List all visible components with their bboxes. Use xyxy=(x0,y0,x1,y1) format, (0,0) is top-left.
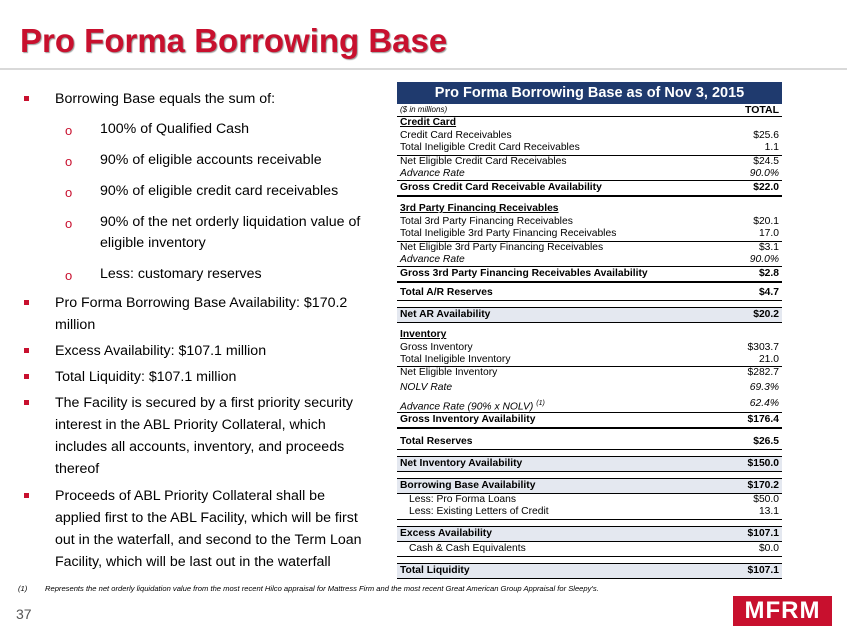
bullet-item: Excess Availability: $107.1 million xyxy=(18,340,363,362)
square-bullet-icon xyxy=(24,374,29,379)
table-row: Net Eligible Inventory $282.7 xyxy=(400,367,779,379)
table-header: Pro Forma Borrowing Base as of Nov 3, 2015 xyxy=(397,82,782,104)
square-bullet-icon xyxy=(24,493,29,498)
title-divider xyxy=(0,68,847,70)
bullet-item: The Facility is secured by a first priority security interest in the ABL Priority Collateral, which includes all accounts, inventory, and proceeds thereof xyxy=(18,392,363,480)
table-row: Advance Rate (90% x NOLV) $^{(1)}$ 62.4% xyxy=(397,396,782,413)
table-row: Advance Rate 90.0% xyxy=(397,168,782,181)
table-row: Net Eligible 3rd Party Financing Receivables $3.1 xyxy=(400,241,779,253)
table-row: Gross Inventory $303.7 xyxy=(400,341,779,353)
square-bullet-icon xyxy=(24,300,29,305)
section-heading: Credit Card xyxy=(397,116,782,129)
sub-bullet-item: o Less: customary reserves xyxy=(18,264,363,285)
table-row: Total Ineligible Credit Card Receivables 1.1 xyxy=(397,142,782,155)
circle-bullet-icon: o xyxy=(65,185,73,200)
page-title: Pro Forma Borrowing Base xyxy=(20,22,448,59)
table-row: Gross Inventory Availability $176.4 xyxy=(397,413,782,429)
section-heading: Inventory xyxy=(400,329,447,341)
table-row: Less: Existing Letters of Credit 13.1 xyxy=(397,506,782,519)
company-logo: MFRM xyxy=(733,596,832,626)
square-bullet-icon xyxy=(24,400,29,405)
table-row: Gross Credit Card Receivable Availability $22.0 xyxy=(397,181,782,197)
borrowing-base-table xyxy=(397,82,782,579)
table-row: Net Inventory Availability $150.0 xyxy=(397,456,782,472)
table-row: Credit Card Receivables $25.6 xyxy=(400,129,779,141)
table-row: Total A/R Reserves $4.7 xyxy=(397,286,782,301)
table-row: Cash & Cash Equivalents $0.0 xyxy=(397,542,782,557)
footnote: (1) Represents the net orderly liquidation value from the most recent Hilco appraisal for Mattress Firm and the most recent Great American Group Appraisal for Sleepy's. xyxy=(18,584,599,593)
table-row: Advance Rate 90.0% xyxy=(397,254,782,267)
bullet-item: Borrowing Base equals the sum of: xyxy=(18,88,363,110)
section-heading: 3rd Party Financing Receivables xyxy=(400,203,559,215)
page-number: 37 xyxy=(16,606,32,622)
table-units-row: ($ in millions) TOTAL xyxy=(400,104,779,116)
bullet-item: Proceeds of ABL Priority Collateral shall be applied first to the ABL Facility, which will be first out in the waterfall, and second to the Term Loan Facility, which will be last out in the waterfall xyxy=(18,485,363,573)
bullet-item: Total Liquidity: $107.1 million xyxy=(18,366,363,388)
square-bullet-icon xyxy=(24,348,29,353)
table-row: Less: Pro Forma Loans $50.0 xyxy=(409,493,779,505)
sub-bullet-item: o 100% of Qualified Cash xyxy=(18,119,363,140)
table-row: Gross 3rd Party Financing Receivables Availability $2.8 xyxy=(397,267,782,283)
table-row: Excess Availability $107.1 xyxy=(397,526,782,542)
table-row: Net Eligible Credit Card Receivables $24.5 xyxy=(400,155,779,167)
circle-bullet-icon: o xyxy=(65,216,73,231)
circle-bullet-icon: o xyxy=(65,268,73,283)
sub-bullet-item: o 90% of eligible accounts receivable xyxy=(18,150,363,171)
circle-bullet-icon: o xyxy=(65,154,73,169)
bullet-list xyxy=(18,88,363,573)
table-row: Total Ineligible Inventory 21.0 xyxy=(397,354,782,367)
bullet-item: Pro Forma Borrowing Base Availability: $170.2 million xyxy=(18,292,363,336)
table-row: NOLV Rate 69.3% xyxy=(400,381,779,393)
sub-bullet-item: o 90% of the net orderly liquidation value of eligible inventory xyxy=(65,214,361,251)
table-row: Borrowing Base Availability $170.2 xyxy=(397,478,782,494)
table-row: Total Ineligible 3rd Party Financing Receivables 17.0 xyxy=(397,228,782,241)
table-row: Total Reserves $26.5 xyxy=(397,435,782,450)
table-row: Net AR Availability $20.2 xyxy=(397,307,782,323)
table-row: Total 3rd Party Financing Receivables $20.1 xyxy=(400,215,779,227)
sub-bullet-item: o 90% of eligible credit card receivables xyxy=(18,181,363,202)
table-row: Total Liquidity $107.1 xyxy=(397,563,782,579)
square-bullet-icon xyxy=(24,96,29,101)
circle-bullet-icon: o xyxy=(65,123,73,138)
